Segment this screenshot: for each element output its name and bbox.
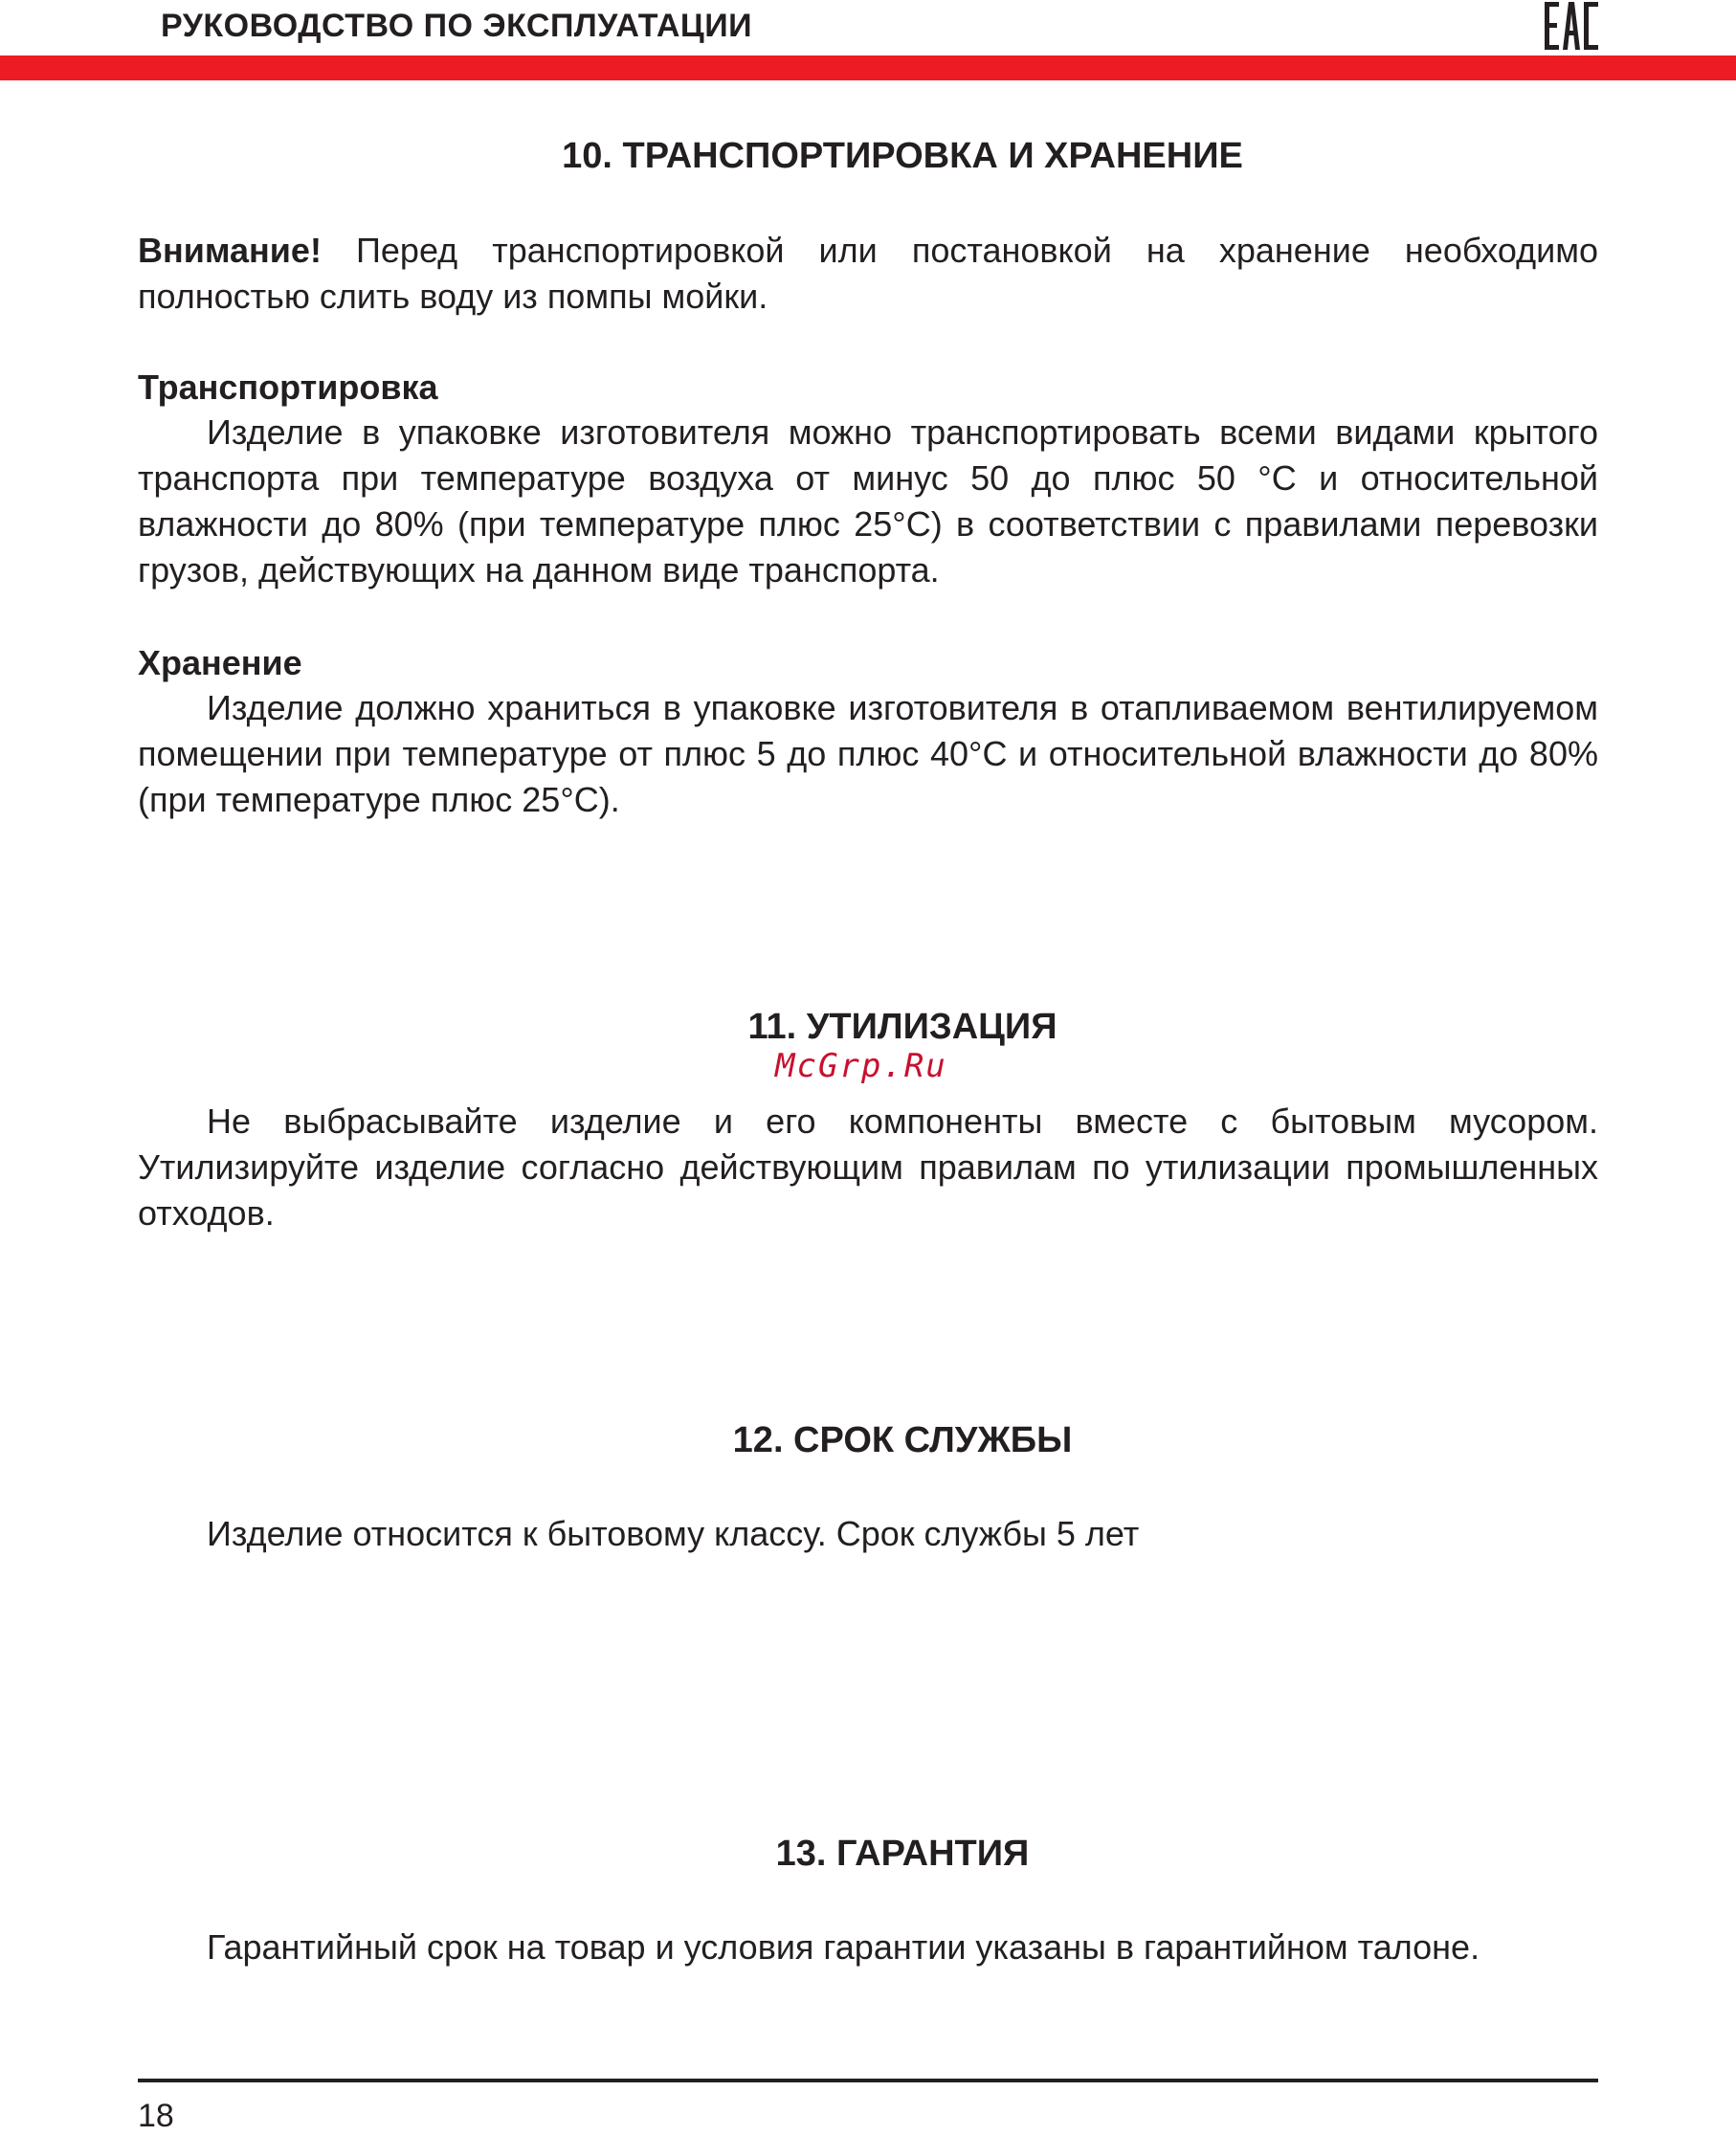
service-life-text: Изделие относится к бытовому классу. Срок службы 5 лет (207, 1514, 1140, 1553)
section-10-title: 10. ТРАНСПОРТИРОВКА И ХРАНЕНИЕ (562, 136, 1243, 176)
header-accent-bar (0, 56, 1736, 80)
section-12-title: 12. СРОК СЛУЖБЫ (732, 1420, 1073, 1460)
section-13-title: 13. ГАРАНТИЯ (775, 1834, 1030, 1874)
running-header-title: РУКОВОДСТВО ПО ЭКСПЛУАТАЦИИ (161, 8, 753, 44)
page-number: 18 (138, 2098, 174, 2134)
section-11-title: 11. УТИЛИЗАЦИЯ (747, 1007, 1057, 1047)
storage-heading: Хранение (138, 643, 302, 682)
transport-paragraph: Изделие в упаковке изготовителя можно транспортировать всеми видами крытого транспорта при температуре воздуха от минус 50 до плюс 50 °С и относительной влажности до 80% (при температуре плюс 25°С) в соответствии с правилами перевозки грузов, действующих на данном виде транспорта. (138, 412, 1598, 590)
eac-logo (1545, 2, 1598, 50)
footer-rule (138, 2079, 1598, 2082)
watermark: McGrp.Ru (775, 1047, 947, 1085)
warning-label: Внимание! (138, 231, 322, 270)
warning-paragraph (138, 228, 1598, 320)
transport-heading: Транспортировка (138, 367, 438, 407)
disposal-paragraph: Не выбрасывайте изделие и его компоненты вместе с бытовым мусором. Утилизируйте изделие согласно действующим правилам по утилизации промышленных отходов. (138, 1101, 1598, 1233)
storage-paragraph: Изделие должно храниться в упаковке изготовителя в отапливаемом вентилируемом помещении при температуре от плюс 5 до плюс 40°С и относительной влажности до 80% (при температуре плюс 25°С). (138, 688, 1598, 819)
warning-text: Перед транспортировкой или постановкой на хранение необходимо полностью слить воду из помпы мойки. (138, 231, 1598, 316)
warranty-text: Гарантийный срок на товар и условия гарантии указаны в гарантийном талоне. (207, 1927, 1480, 1967)
